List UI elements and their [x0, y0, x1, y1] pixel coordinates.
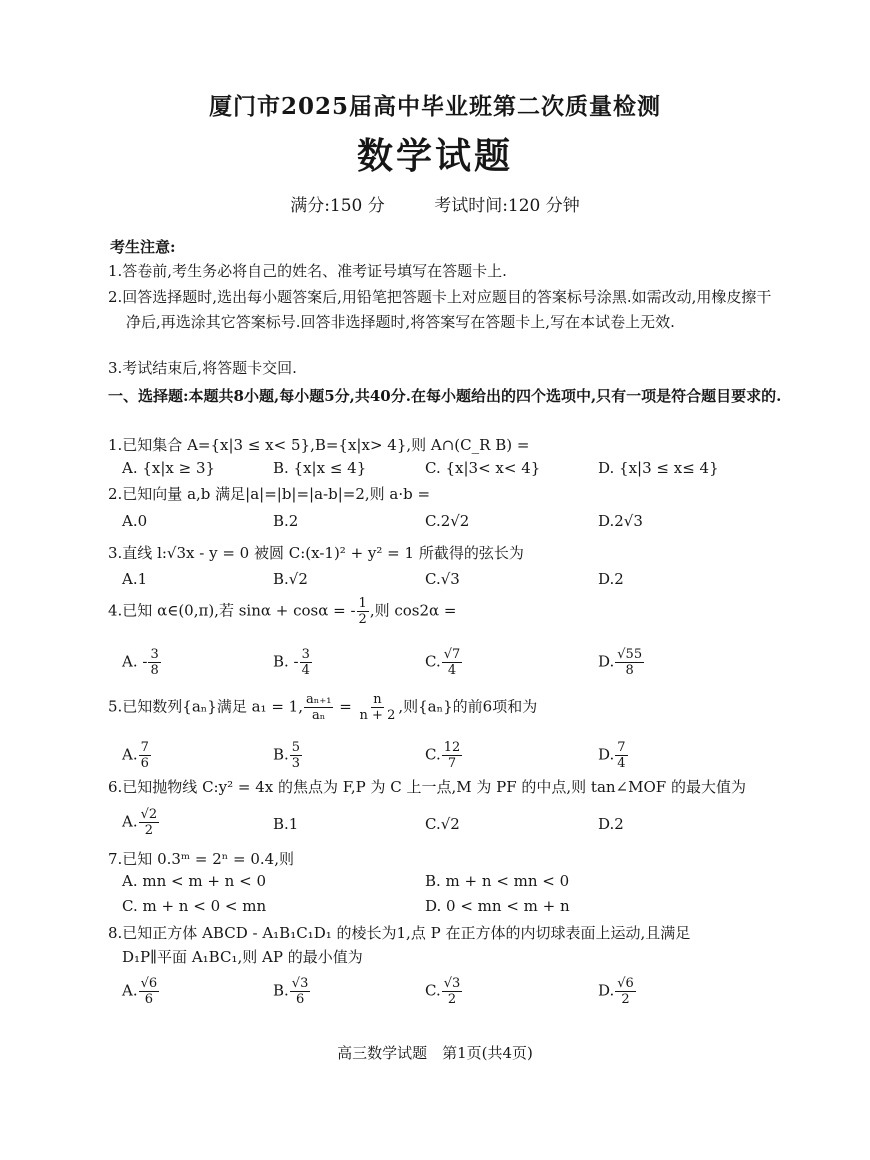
fraction: $\frac{7}{4}$: [617, 740, 626, 771]
question-8-stem-line2: D₁P∥平面 A₁BC₁,则 AP 的最小值为: [122, 948, 363, 966]
q5-option-c: C. $\frac{12}{7}$: [425, 740, 461, 771]
fraction: $\frac{12}{7}$: [443, 740, 461, 771]
notice-item-3: 3.考试结束后,将答题卡交回.: [108, 359, 297, 377]
notice-item-2: 2.回答选择题时,选出每小题答案后,用铅笔把答题卡上对应题目的答案标号涂黑.如需改动,用橡皮擦干净后,再选涂其它答案标号.回答非选择题时,将答案写在答题卡上,写在本试卷上无效.: [108, 288, 772, 331]
q4-option-a: A. - $\frac{3}{8}$: [122, 647, 159, 678]
q7-option-a: A. mn < m + n < 0: [122, 872, 266, 890]
q4-option-b: B. - $\frac{3}{4}$: [273, 647, 310, 678]
q2-option-d: D.2√3: [598, 512, 643, 530]
section1-heading: 一、选择题:本题共8小题,每小题5分,共40分.在每小题给出的四个选项中,只有一项是符合题目要求的.: [108, 387, 782, 405]
fraction: $\frac{5}{3}$: [291, 740, 301, 771]
q6-option-c: C.√2: [425, 815, 460, 833]
q8-option-a: A. $\frac{√6}{6}$: [122, 976, 158, 1007]
question-8-stem-line1: 8.已知正方体 ABCD - A₁B₁C₁D₁ 的棱长为1,点 P 在正方体的内切球表面上运动,且满足: [108, 924, 691, 942]
notice-heading: 考生注意:: [110, 238, 176, 256]
q4-option-c: C. $\frac{√7}{4}$: [425, 647, 461, 678]
exam-title: 数学试题: [356, 135, 513, 177]
q3-option-b: B.√2: [273, 570, 308, 588]
q8-option-d: D. $\frac{√6}{2}$: [598, 976, 634, 1007]
fraction: $\frac{7}{6}$: [140, 740, 149, 771]
question-4-stem: 4.已知 α∈(0,π),若 sinα + cosα = - $\frac{1}{2}$ ,则 cos2α =: [108, 596, 457, 627]
q8-option-c: C. $\frac{√3}{2}$: [425, 976, 461, 1007]
q4-option-d: D. $\frac{√55}{8}$: [598, 647, 643, 678]
q5-option-b: B. $\frac{5}{3}$: [273, 740, 301, 771]
q1-option-b: B. {x|x ≤ 4}: [273, 459, 367, 477]
full-score: 满分:150 分: [290, 196, 385, 216]
page-footer: 高三数学试题 第1页(共4页): [337, 1044, 533, 1062]
q5-option-d: D. $\frac{7}{4}$: [598, 740, 626, 771]
exam-title-line1: 厦门市2025届高中毕业班第二次质量检测: [208, 93, 661, 120]
q3-option-d: D.2: [598, 570, 624, 588]
exam-time: 考试时间:120 分钟: [434, 196, 580, 216]
q6-option-b: B.1: [273, 815, 299, 833]
question-1-stem: 1.已知集合 A={x|3 ≤ x< 5},B={x|x> 4},则 A∩(C_R B) =: [108, 436, 530, 454]
notice-item-1: 1.答卷前,考生务必将自己的姓名、准考证号填写在答题卡上.: [108, 262, 507, 280]
fraction: $\frac{√3}{6}$: [291, 976, 309, 1007]
fraction: $\frac{n}{n + 2}$: [359, 692, 396, 723]
fraction: $\frac{√6}{2}$: [617, 976, 634, 1007]
exam-meta: [0, 191, 870, 216]
q1-option-d: D. {x|3 ≤ x≤ 4}: [598, 459, 719, 477]
fraction: $\frac{1}{2}$: [358, 596, 367, 627]
fraction: $\frac{√6}{6}$: [140, 976, 158, 1007]
q7-option-b: B. m + n < mn < 0: [425, 872, 570, 890]
q7-option-c: C. m + n < 0 < mn: [122, 897, 267, 915]
fraction: $\frac{\text{aₙ₊₁}}{\text{aₙ}}$: [305, 692, 332, 723]
fraction: $\frac{√7}{4}$: [443, 647, 461, 678]
q6-option-d: D.2: [598, 815, 624, 833]
q2-option-a: A.0: [122, 512, 148, 530]
q6-option-a: A. $\frac{√2}{2}$: [122, 807, 158, 838]
question-2-stem: 2.已知向量 a,b 满足|a|=|b|=|a-b|=2,则 a·b =: [108, 485, 431, 503]
q5-option-a: A. $\frac{7}{6}$: [122, 740, 149, 771]
q3-option-a: A.1: [122, 570, 148, 588]
question-3-stem: 3.直线 l:√3x - y = 0 被圆 C:(x-1)² + y² = 1 所截得的弦长为: [108, 544, 524, 562]
question-5-stem: 5.已知数列{aₙ}满足 a₁ = 1, $\frac{\text{aₙ₊₁}}{\text{aₙ}}$ = $\frac{n}{n + 2}$ ,则{aₙ}的前6项和为: [108, 692, 538, 723]
q1-option-c: C. {x|3< x< 4}: [425, 459, 541, 477]
q3-option-c: C.√3: [425, 570, 460, 588]
fraction: $\frac{√2}{2}$: [140, 807, 158, 838]
q1-option-a: A. {x|x ≥ 3}: [122, 459, 216, 477]
question-6-stem: 6.已知抛物线 C:y² = 4x 的焦点为 F,P 为 C 上一点,M 为 PF 的中点,则 tan∠MOF 的最大值为: [108, 778, 746, 796]
q2-option-c: C.2√2: [425, 512, 470, 530]
fraction: $\frac{√3}{2}$: [443, 976, 461, 1007]
q7-option-d: D. 0 < mn < m + n: [425, 897, 570, 915]
q2-option-b: B.2: [273, 512, 299, 530]
question-7-stem: 7.已知 0.3ᵐ = 2ⁿ = 0.4,则: [108, 850, 294, 868]
q8-option-b: B. $\frac{√3}{6}$: [273, 976, 309, 1007]
fraction: $\frac{3}{4}$: [301, 647, 310, 678]
fraction: $\frac{3}{8}$: [150, 647, 159, 678]
fraction: $\frac{√55}{8}$: [617, 647, 643, 678]
